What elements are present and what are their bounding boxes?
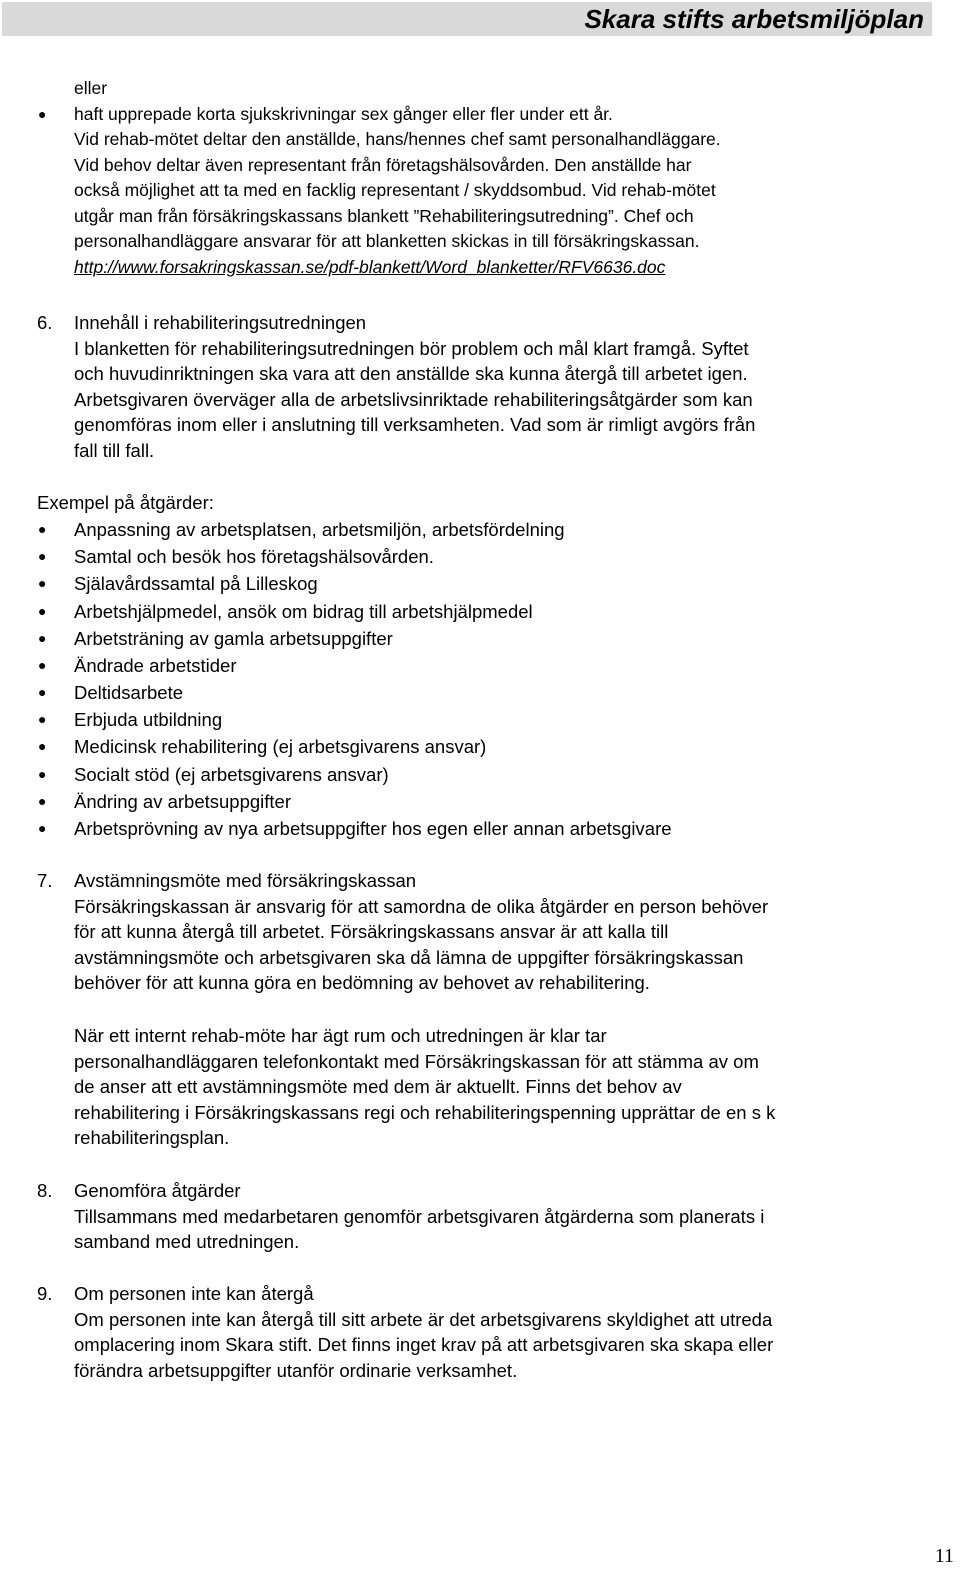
section-6 xyxy=(74,310,934,464)
example-item: Arbetsprövning av nya arbetsuppgifter hos egen eller annan arbetsgivare xyxy=(74,818,672,839)
examples-heading: Exempel på åtgärder: xyxy=(37,492,214,513)
intro-bullet-text: haft upprepade korta sjukskrivningar sex gånger eller fler under ett år. xyxy=(74,104,613,124)
intro-eller: eller xyxy=(74,78,108,98)
example-item: Deltidsarbete xyxy=(74,682,184,703)
example-item: Ändrade arbetstider xyxy=(74,655,237,676)
bullet-icon: ● xyxy=(38,793,47,809)
document-title: Skara stifts arbetsmiljöplan xyxy=(584,4,924,34)
section-9-line: omplacering inom Skara stift. Det finns inget krav på att arbetsgivaren ska skapa eller xyxy=(74,1334,774,1356)
section-8-line: Tillsammans med medarbetaren genomför arbetsgivaren åtgärderna som planerats i xyxy=(74,1205,765,1227)
section-7-line: När ett internt rehab-möte har ägt rum och utredningen är klar tar xyxy=(74,1025,607,1046)
bullet-icon: ● xyxy=(38,766,47,782)
section-6-line: Arbetsgivaren överväger alla de arbetslivsinriktade rehabiliteringsåtgärder som kan xyxy=(74,388,753,410)
section-7-line: Försäkringskassan är ansvarig för att samordna de olika åtgärder en person behöver xyxy=(74,895,769,917)
section-8-number: 8. xyxy=(37,1180,53,1201)
section-7-line: de anser att ett avstämningsmöte med dem är aktuellt. Finns det behov av xyxy=(74,1076,682,1098)
example-item: Medicinsk rehabilitering (ej arbetsgivarens ansvar) xyxy=(74,736,487,757)
bullet-icon: ● xyxy=(38,603,47,619)
section-7-line: rehabilitering i Försäkringskassans regi och rehabiliteringspenning upprättar de en s k xyxy=(74,1101,776,1123)
section-6-number: 6. xyxy=(37,312,53,333)
bullet-icon: ● xyxy=(38,575,47,591)
section-6-line: genomföras inom eller i anslutning till verksamheten. Vad som är rimligt avgörs från xyxy=(74,414,756,436)
rfv-blankett-link[interactable]: http://www.forsakringskassan.se/pdf-blankett/Word_blanketter/RFV6636.doc xyxy=(74,256,666,277)
intro-paragraph xyxy=(74,127,934,281)
section-7-line: personalhandläggaren telefonkontakt med Försäkringskassan för att stämma av om xyxy=(74,1050,759,1072)
section-7-line: avstämningsmöte och arbetsgivaren ska då lämna de uppgifter försäkringskassan xyxy=(74,946,744,968)
intro-line: utgår man från försäkringskassans blankett ”Rehabiliteringsutredning”. Chef och xyxy=(74,205,694,226)
header-bar xyxy=(2,2,932,36)
bullet-icon: ● xyxy=(38,548,47,564)
section-9-title: Om personen inte kan återgå xyxy=(74,1283,314,1304)
bullet-icon: ● xyxy=(38,738,47,754)
section-8-title: Genomföra åtgärder xyxy=(74,1180,241,1201)
section-9-number: 9. xyxy=(37,1283,53,1304)
bullet-icon: ● xyxy=(38,106,47,122)
example-item: Arbetshjälpmedel, ansök om bidrag till arbetshjälpmedel xyxy=(74,601,533,622)
intro-line: personalhandläggare ansvarar för att blanketten skickas in till försäkringskassan. xyxy=(74,231,700,252)
section-7 xyxy=(74,868,934,996)
section-7-number: 7. xyxy=(37,870,53,891)
section-8-line: samband med utredningen. xyxy=(74,1231,300,1253)
page-number: 11 xyxy=(934,1545,954,1567)
intro-line: Vid behov deltar även representant från företagshälsovården. Den anställde har xyxy=(74,154,692,175)
section-9 xyxy=(74,1281,934,1383)
section-7-paragraph-2 xyxy=(74,1023,934,1151)
section-6-title: Innehåll i rehabiliteringsutredningen xyxy=(74,312,367,333)
section-7-line: för att kunna återgå till arbetet. Försäkringskassans ansvar är att kalla till xyxy=(74,921,669,943)
bullet-icon: ● xyxy=(38,657,47,673)
example-item: Anpassning av arbetsplatsen, arbetsmiljön, arbetsfördelning xyxy=(74,519,565,540)
section-9-line: förändra arbetsuppgifter utanför ordinarie verksamhet. xyxy=(74,1359,518,1381)
intro-line: Vid rehab-mötet deltar den anställde, hans/hennes chef samt personalhandläggare. xyxy=(74,129,721,149)
section-8 xyxy=(74,1178,934,1255)
bullet-icon: ● xyxy=(38,820,47,836)
example-item: Erbjuda utbildning xyxy=(74,709,223,730)
intro-line: också möjlighet att ta med en facklig representant / skyddsombud. Vid rehab-mötet xyxy=(74,180,716,201)
bullet-icon: ● xyxy=(38,521,47,537)
section-6-line: och huvudinriktningen ska vara att den anställde ska kunna återgå till arbetet igen. xyxy=(74,363,748,385)
section-7-line: behöver för att kunna göra en bedömning av behovet av rehabilitering. xyxy=(74,972,650,994)
section-6-line: I blanketten för rehabiliteringsutredningen bör problem och mål klart framgå. Syftet xyxy=(74,337,749,359)
section-9-line: Om personen inte kan återgå till sitt arbete är det arbetsgivarens skyldighet att utreda xyxy=(74,1308,773,1330)
example-item: Arbetsträning av gamla arbetsuppgifter xyxy=(74,628,393,649)
section-7-title: Avstämningsmöte med försäkringskassan xyxy=(74,870,417,891)
example-item: Samtal och besök hos företagshälsovården. xyxy=(74,546,434,567)
bullet-icon: ● xyxy=(38,711,47,727)
example-item: Socialt stöd (ej arbetsgivarens ansvar) xyxy=(74,764,389,785)
example-item: Ändring av arbetsuppgifter xyxy=(74,791,291,812)
bullet-icon: ● xyxy=(38,630,47,646)
bullet-icon: ● xyxy=(38,684,47,700)
section-7-line: rehabiliteringsplan. xyxy=(74,1127,230,1149)
section-6-line: fall till fall. xyxy=(74,439,155,461)
example-item: Själavårdssamtal på Lilleskog xyxy=(74,573,318,594)
